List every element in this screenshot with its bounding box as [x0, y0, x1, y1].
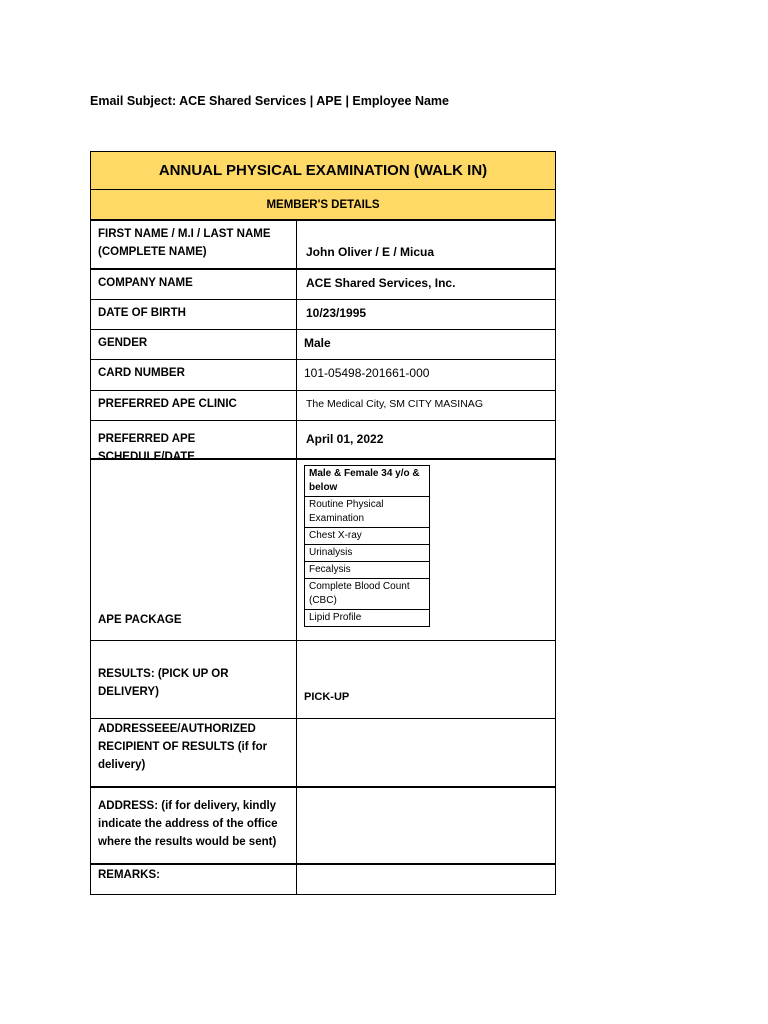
field-value[interactable]: 10/23/1995 [306, 306, 367, 320]
field-label: RESULTS: (PICK UP OR DELIVERY) [91, 641, 297, 718]
form-row-preferred-clinic [91, 391, 555, 421]
field-value[interactable]: John Oliver / E / Micua [306, 245, 435, 259]
field-label: APE PACKAGE [91, 460, 297, 640]
package-item: Routine Physical Examination [305, 497, 429, 528]
field-label: GENDER [91, 330, 297, 359]
field-label: CARD NUMBER [91, 360, 297, 390]
form-row-authorized-recipient [91, 719, 555, 788]
field-label: REMARKS: [91, 865, 297, 894]
field-label: FIRST NAME / M.I / LAST NAME (COMPLETE NAME) [91, 221, 297, 268]
field-label: PREFERRED APE CLINIC [91, 391, 297, 420]
field-value[interactable] [297, 788, 555, 863]
form-title: ANNUAL PHYSICAL EXAMINATION (WALK IN) [91, 152, 555, 190]
package-cell [297, 460, 555, 640]
package-item: Chest X-ray [305, 528, 429, 545]
field-label: DATE OF BIRTH [91, 300, 297, 329]
field-value[interactable]: Male [304, 336, 331, 350]
field-label: ADDRESSEEE/AUTHORIZED RECIPIENT OF RESULTS (if for delivery) [91, 719, 297, 786]
package-item: Lipid Profile [309, 612, 362, 623]
field-value[interactable] [297, 865, 555, 894]
field-value[interactable]: 101-05498-201661-000 [304, 366, 430, 380]
form-row-card-number [91, 360, 555, 391]
ape-form [90, 151, 556, 895]
form-row-ape-package [91, 460, 555, 641]
field-value[interactable]: April 01, 2022 [306, 432, 384, 446]
package-item: Fecalysis [305, 562, 429, 579]
package-item: Complete Blood Count (CBC) [305, 579, 429, 610]
field-value[interactable]: ACE Shared Services, Inc. [306, 276, 456, 290]
form-row-date-of-birth [91, 300, 555, 330]
field-value[interactable]: The Medical City, SM CITY MASINAG [306, 398, 483, 410]
field-label: ADDRESS: (if for delivery, kindly indicate the address of the office where the results would be sent) [91, 788, 297, 863]
form-row-results [91, 641, 555, 719]
field-label: COMPANY NAME [91, 270, 297, 299]
package-table [304, 465, 430, 627]
form-row-complete-name [91, 221, 555, 270]
form-row-preferred-schedule [91, 421, 555, 463]
field-label: PREFERRED APE SCHEDULE/DATE [91, 421, 297, 458]
form-row-remarks [91, 865, 555, 894]
field-value[interactable]: PICK-UP [304, 691, 350, 703]
package-header: Male & Female 34 y/o & below [305, 466, 429, 497]
package-item: Urinalysis [305, 545, 429, 562]
form-row-company-name [91, 270, 555, 300]
section-header: MEMBER'S DETAILS [91, 190, 555, 221]
field-value[interactable] [297, 719, 555, 786]
form-row-address [91, 788, 555, 865]
form-row-gender [91, 330, 555, 360]
email-subject: Email Subject: ACE Shared Services | APE | Employee Name [90, 94, 449, 108]
